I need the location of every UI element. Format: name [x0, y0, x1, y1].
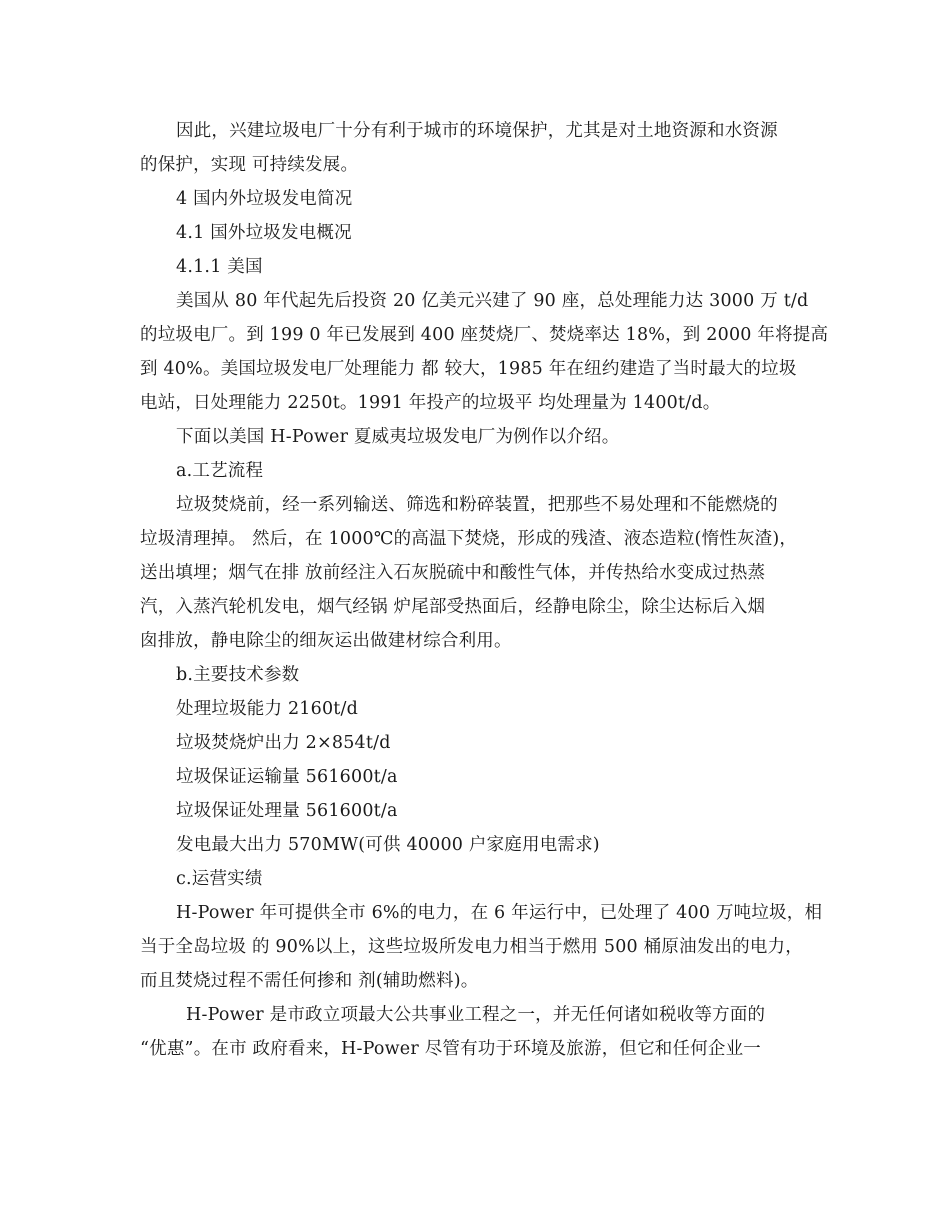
text-line: 垃圾清理掉。 然后，在 1000℃的高温下焚烧，形成的残渣、液态造粒(惰性灰渣)，	[140, 529, 798, 549]
text-line: 当于全岛垃圾 的 90%以上，这些垃圾所发电力相当于燃用 500 桶原油发出的电力，	[140, 937, 803, 957]
text-line: 垃圾保证运输量 561600t/a	[176, 767, 398, 787]
text-line: 的保护，实现 可持续发展。	[140, 155, 359, 175]
text-line: c.运营实绩	[176, 869, 263, 889]
text-line: 下面以美国 H-Power 夏威夷垃圾发电厂为例作以介绍。	[176, 427, 620, 447]
text-line: H-Power 年可提供全市 6%的电力，在 6 年运行中，已处理了 400 万吨垃圾，相	[176, 903, 823, 923]
text-line: 囱排放，静电除尘的细灰运出做建材综合利用。	[140, 631, 512, 651]
text-line: 垃圾焚烧前，经一系列输送、筛选和粉碎装置，把那些不易处理和不能燃烧的	[176, 495, 778, 515]
text-line: 4.1.1 美国	[176, 257, 263, 277]
text-line: 发电最大出力 570MW(可供 40000 户家庭用电需求)	[176, 835, 600, 855]
text-line: b.主要技术参数	[176, 665, 300, 685]
text-line: 垃圾保证处理量 561600t/a	[176, 801, 398, 821]
text-line: 垃圾焚烧炉出力 2×854t/d	[176, 733, 391, 753]
text-line: 送出填埋；烟气在排 放前经注入石灰脱硫中和酸性气体，并传热给水变成过热蒸	[140, 563, 766, 583]
text-line: 4 国内外垃圾发电简况	[176, 189, 353, 209]
text-line: 汽，入蒸汽轮机发电，烟气经锅 炉尾部受热面后，经静电除尘，除尘达标后入烟	[140, 597, 766, 617]
text-line: 因此，兴建垃圾电厂十分有利于城市的环境保护，尤其是对土地资源和水资源	[176, 121, 778, 141]
text-line: 到 40%。美国垃圾发电厂处理能力 都 较大，1985 年在纽约建造了当时最大的垃圾	[140, 359, 797, 379]
text-line: 4.1 国外垃圾发电概况	[176, 223, 352, 243]
text-line: 而且焚烧过程不需任何掺和 剂(辅助燃料)。	[140, 971, 479, 991]
text-line: a.工艺流程	[176, 461, 264, 481]
text-line: H-Power 是市政立项最大公共事业工程之一，并无任何诸如税收等方面的	[186, 1005, 766, 1025]
text-line: “优惠”。在市 政府看来，H-Power 尽管有功于环境及旅游，但它和任何企业一	[140, 1039, 761, 1059]
text-line: 处理垃圾能力 2160t/d	[176, 699, 359, 719]
document-body	[140, 114, 829, 1066]
text-line: 电站，日处理能力 2250t。1991 年投产的垃圾平 均处理量为 1400t/d。	[140, 393, 721, 413]
text-line: 美国从 80 年代起先后投资 20 亿美元兴建了 90 座，总处理能力达 3000 万 t/d	[176, 291, 809, 311]
text-line: 的垃圾电厂。到 199 0 年已发展到 400 座焚烧厂、焚烧率达 18%，到 2000 年将提高	[140, 325, 829, 345]
